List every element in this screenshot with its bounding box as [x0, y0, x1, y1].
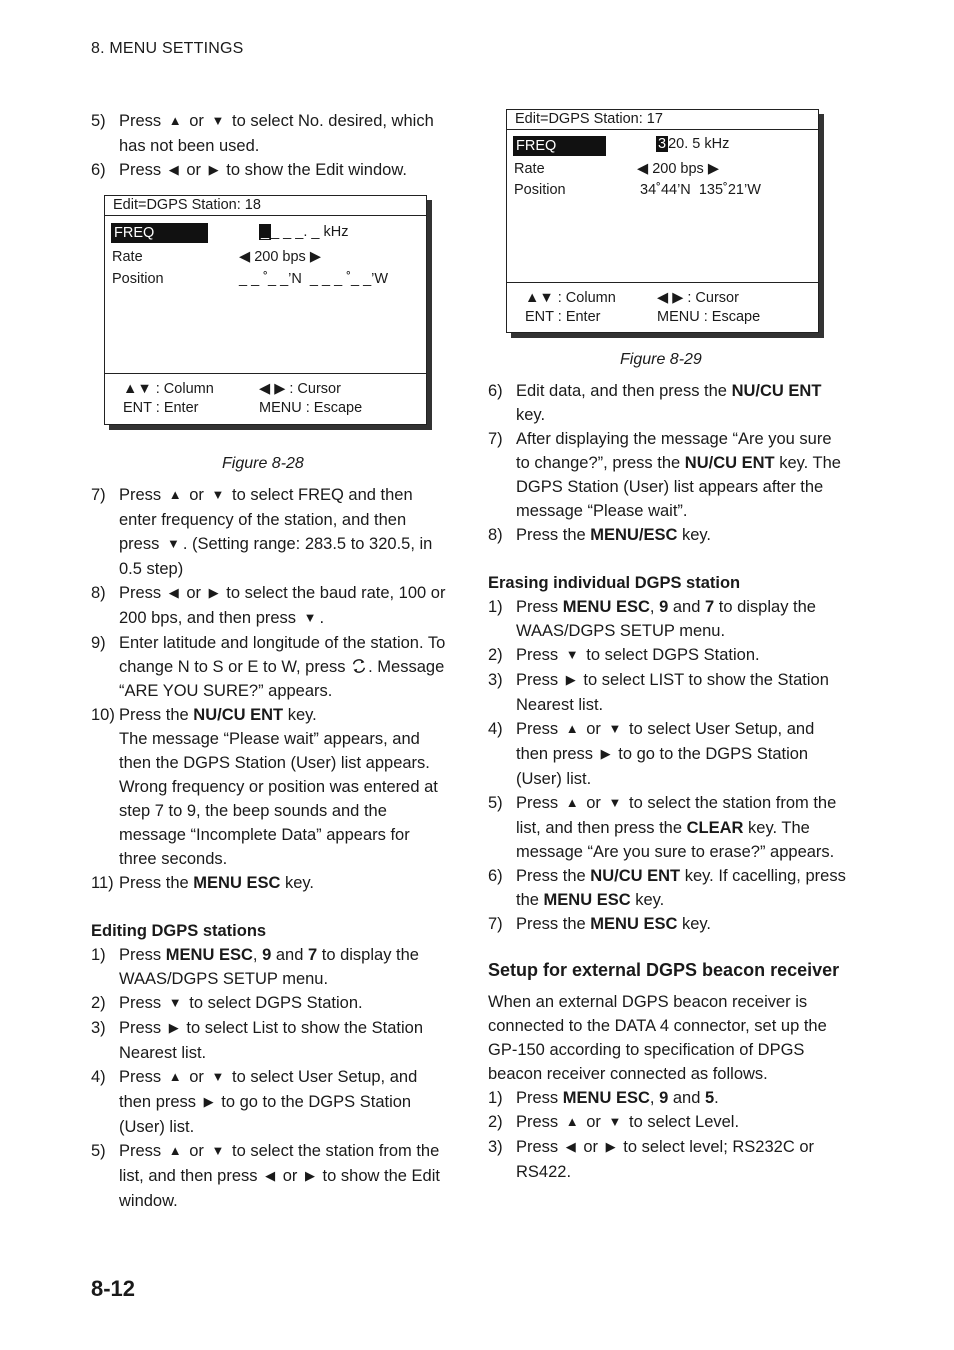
column-hint: ▲▼ : Column [123, 381, 214, 397]
down-arrow-icon: ▼ [211, 1143, 225, 1158]
list-item: 6) Press the NU/CU ENT key. If cacelling, press the MENU ESC key. [488, 867, 846, 909]
up-arrow-icon: ▲ [525, 290, 540, 306]
right-arrow-icon: ▶ [309, 249, 321, 265]
list-item: 3) Press ▶ to select LIST to show the Station Nearest list. [488, 668, 848, 717]
down-arrow-icon: ▼ [608, 1114, 622, 1129]
list-item: 4) Press ▲ or ▼ to select User Setup, and then press ▶ to go to the DGPS Station (User) list. [488, 717, 848, 791]
left-arrow-icon: ◀ [168, 585, 179, 600]
position-label: Position [514, 182, 566, 198]
down-arrow-icon: ▼ [565, 647, 579, 662]
list-item: 8) Press ◀ or ▶ to select the baud rate, 100 or 200 bps, and then press ▼ . [91, 581, 451, 631]
list-item: 9) Enter latitude and longitude of the station. To change N to S or E to W, press . Message “ARE YOU SURE?” appears. [91, 634, 446, 700]
up-arrow-icon: ▲ [565, 795, 579, 810]
down-arrow-icon: ▼ [608, 721, 622, 736]
right-arrow-icon: ▶ [707, 161, 719, 177]
freq-value: 3 20. 5 kHz [658, 136, 730, 152]
escape-hint: MENU : Escape [259, 400, 363, 416]
up-arrow-icon: ▲ [168, 487, 182, 502]
page-number: 8-12 [91, 1276, 136, 1301]
left-arrow-icon: ◀ [239, 249, 251, 265]
lcd-footer [507, 282, 818, 332]
list-item: 3) Press ▶ to select List to show the Station Nearest list. [91, 1016, 451, 1065]
list-item: 10) Press the NU/CU ENT key. The message “Please wait” appears, and then the DGPS Station (User) list appears. Wrong frequency or position was entered at step 7 to 9, the beep sounds and the message “Incomplete Data” appears for three seconds. [91, 706, 438, 868]
list-item: 2) Press ▼ to select DGPS Station. [91, 991, 451, 1016]
down-arrow-icon: ▼ [168, 995, 182, 1010]
list-item: 8) Press the MENU/ESC key. [488, 526, 712, 544]
down-arrow-icon: ▼ [539, 290, 554, 306]
list-item: 7) Press the MENU ESC key. [488, 915, 712, 933]
right-arrow-icon: ▶ [304, 1168, 315, 1183]
right-arrow-icon: ▶ [208, 162, 219, 177]
down-arrow-icon: ▼ [211, 487, 225, 502]
freq-field-selected[interactable]: FREQ [111, 223, 208, 243]
down-arrow-icon: ▼ [211, 113, 225, 128]
right-arrow-icon: ▶ [208, 585, 219, 600]
list-item: 5) Press ▲ or ▼ to select the station from the list, and then press ◀ or ▶ to show the Edit window. [91, 1139, 451, 1213]
section-heading-setup: Setup for external DGPS beacon receiver [488, 960, 840, 980]
right-column-body [488, 379, 848, 1184]
rate-label: Rate [514, 161, 545, 177]
figure-caption-28: Figure 8-28 [222, 455, 304, 472]
list-item: 2) Press ▼ to select DGPS Station. [488, 643, 848, 668]
list-item: 6) Press ◀ or ▶ to show the Edit window. [91, 158, 451, 183]
cursor-hint: ◀ ▶ : Cursor [657, 290, 739, 306]
right-arrow-icon: ▶ [168, 1020, 179, 1035]
left-arrow-icon: ◀ [657, 290, 669, 306]
enter-hint: ENT : Enter [525, 309, 601, 325]
enter-hint: ENT : Enter [123, 400, 199, 416]
up-arrow-icon: ▲ [123, 381, 138, 397]
refresh-icon [350, 657, 368, 675]
figure-caption-29: Figure 8-29 [620, 351, 702, 368]
list-item: 5) Press ▲ or ▼ to select No. desired, which has not been used. [91, 109, 451, 158]
column-hint: ▲▼ : Column [525, 290, 616, 306]
right-arrow-icon: ▶ [605, 1139, 616, 1154]
setup-paragraph: When an external DGPS beacon receiver is connected to the DATA 4 connector, set up the GP-150 according to specification of DPGS beacon receiver connected as follows. [488, 993, 827, 1083]
right-arrow-icon: ▶ [274, 381, 286, 397]
section-heading-erasing: Erasing individual DGPS station [488, 574, 741, 592]
lcd-edit-window-17 [506, 109, 819, 333]
escape-hint: MENU : Escape [657, 309, 761, 325]
list-item: 2) Press ▲ or ▼ to select Level. [488, 1110, 848, 1135]
list-item: 1) Press MENU ESC, 9 and 7 to display the WAAS/DGPS SETUP menu. [91, 946, 419, 988]
section-heading-editing: Editing DGPS stations [91, 922, 267, 940]
list-item: 6) Edit data, and then press the NU/CU ENT key. [488, 382, 822, 424]
lcd-title: Edit=DGPS Station: 18 [105, 196, 426, 216]
up-arrow-icon: ▲ [168, 113, 182, 128]
list-item: 11) Press the MENU ESC key. [91, 874, 315, 892]
left-column-body [91, 483, 451, 1213]
freq-value: _ _ _ _. _ kHz [261, 224, 349, 240]
rate-value: ◀ 200 bps ▶ [239, 249, 321, 265]
lcd-title: Edit=DGPS Station: 17 [507, 110, 818, 130]
left-arrow-icon: ◀ [565, 1139, 576, 1154]
position-label: Position [112, 271, 164, 287]
list-item: 7) After displaying the message “Are you sure to change?”, press the NU/CU ENT key. The DGPS Station (User) list appears after the message “Please wait”. [488, 430, 841, 520]
left-column-top [91, 109, 451, 183]
up-arrow-icon: ▲ [565, 1114, 579, 1129]
right-arrow-icon: ▶ [672, 290, 684, 306]
down-arrow-icon: ▼ [303, 610, 317, 625]
list-item: 5) Press ▲ or ▼ to select the station from the list, and then press the CLEAR key. The message “Are you sure to erase?” appears. [488, 791, 848, 864]
lcd-footer [105, 373, 426, 424]
rate-value: ◀ 200 bps ▶ [637, 161, 719, 177]
left-arrow-icon: ◀ [637, 161, 649, 177]
list-item: 3) Press ◀ or ▶ to select level; RS232C or RS422. [488, 1135, 848, 1184]
down-arrow-icon: ▼ [137, 381, 152, 397]
rate-label: Rate [112, 249, 143, 265]
list-item: 1) Press MENU ESC, 9 and 5. [488, 1089, 719, 1107]
right-arrow-icon: ▶ [203, 1094, 214, 1109]
cursor-hint: ◀ ▶ : Cursor [259, 381, 341, 397]
position-value: 34˚44’N 135˚21’W [640, 182, 761, 198]
right-arrow-icon: ▶ [565, 672, 576, 687]
left-arrow-icon: ◀ [168, 162, 179, 177]
up-arrow-icon: ▲ [168, 1143, 182, 1158]
list-item: 7) Press ▲ or ▼ to select FREQ and then enter frequency of the station, and then press ▼ . (Setting range: 283.5 to 320.5, in 0.5 step) [91, 483, 451, 581]
list-item: 4) Press ▲ or ▼ to select User Setup, and then press ▶ to go to the DGPS Station (User) list. [91, 1065, 451, 1139]
down-arrow-icon: ▼ [608, 795, 622, 810]
right-arrow-icon: ▶ [600, 746, 611, 761]
lcd-edit-window-18 [104, 195, 427, 425]
left-arrow-icon: ◀ [265, 1168, 276, 1183]
down-arrow-icon: ▼ [211, 1069, 225, 1084]
position-value: _ _ ˚_ _’N _ _ _ ˚_ _’W [239, 271, 389, 287]
up-arrow-icon: ▲ [565, 721, 579, 736]
list-item: 1) Press MENU ESC, 9 and 7 to display the WAAS/DGPS SETUP menu. [488, 598, 816, 640]
left-arrow-icon: ◀ [259, 381, 271, 397]
running-header: 8. MENU SETTINGS [91, 40, 244, 57]
up-arrow-icon: ▲ [168, 1069, 182, 1084]
down-arrow-icon: ▼ [166, 536, 180, 551]
freq-field-selected[interactable]: FREQ [513, 136, 606, 156]
